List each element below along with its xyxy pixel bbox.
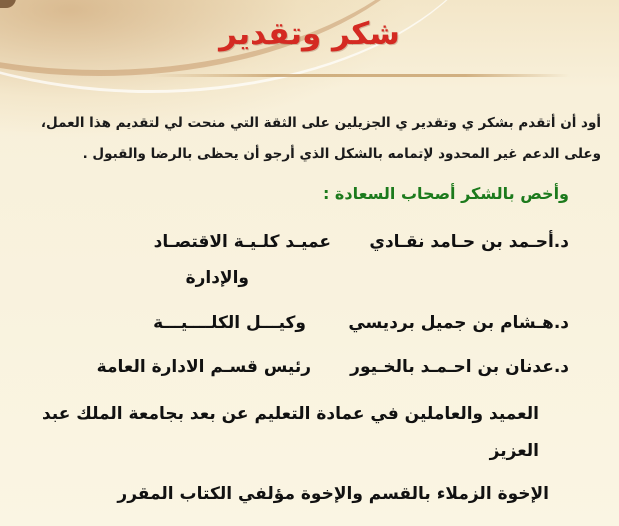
title-divider — [150, 74, 570, 77]
corner-ornament — [0, 0, 16, 8]
person-row — [69, 313, 569, 339]
closing-line: الإخوة الزملاء بالقسم والإخوة مؤلفي الكتاب المقرر — [117, 484, 549, 504]
person-row — [69, 357, 569, 383]
person-role: رئيس قسـم الادارة العامة — [96, 357, 311, 377]
person-row — [69, 232, 569, 258]
dean-line-2: العزيز — [489, 441, 539, 461]
person-name: د.عدنان بن احـمـد بالخـيور — [350, 357, 569, 377]
dean-line-1: العميد والعاملين في عمادة التعليم عن بعد بجامعة الملك عبد — [41, 404, 539, 424]
person-name: د.أحـمد بن حـامد نقـادي — [369, 232, 569, 252]
person-role-continued: والإدارة — [185, 268, 249, 288]
person-name: د.هـشام بن جميل برديسي — [348, 313, 569, 333]
page-title: شكر وتقدير — [219, 16, 400, 52]
subheading: وأخص بالشكر أصحاب السعادة : — [322, 184, 569, 203]
person-role: وكيـــل الكلــــيـــة — [153, 313, 306, 333]
person-role: عميـد كلـيـة الاقتصـاد — [153, 232, 331, 252]
intro-line-1: أود أن أتقدم بشكر ي وتقدير ي الجزيلين على الثقة التي منحت لي لتقديم هذا العمل، — [40, 115, 601, 131]
intro-line-2: وعلى الدعم غير المحدود لإتمامه بالشكل الذي أرجو أن يحظى بالرضا والقبول . — [82, 146, 601, 162]
